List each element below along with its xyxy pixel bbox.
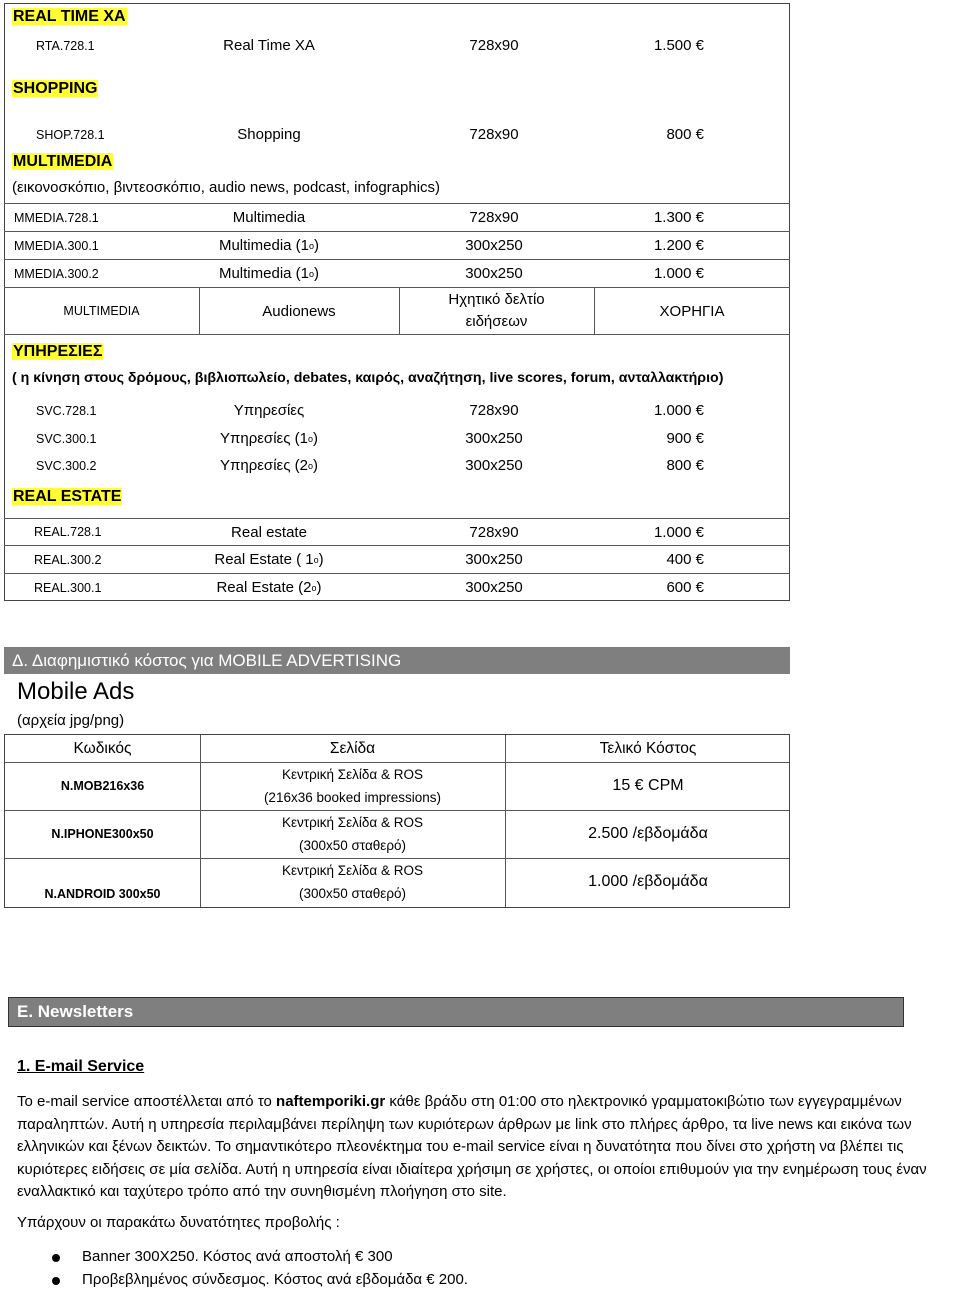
currency-sign: € xyxy=(695,37,704,54)
row-name: Real Estate (2 xyxy=(216,579,312,596)
row-size: 728x90 xyxy=(469,37,519,54)
row-size: 300x250 xyxy=(465,457,523,474)
row-code: RTA.728.1 xyxy=(36,38,95,53)
table-row xyxy=(4,426,790,451)
ordinal-sup: ο xyxy=(309,240,315,251)
row-price: ΧΟΡΗΓΙΑ xyxy=(659,302,725,320)
row-price: 1.000 xyxy=(653,523,692,541)
bullet-icon xyxy=(52,1254,60,1262)
row-size: 300x250 xyxy=(465,551,523,568)
row-name: Υπηρεσίες xyxy=(233,402,305,419)
row-name-end: ) xyxy=(314,265,320,282)
section-title-realestate: REAL ESTATE xyxy=(13,488,122,505)
row-name-end: ) xyxy=(312,430,318,447)
header-code: Κωδικός xyxy=(73,739,132,757)
ordinal-sup: ο xyxy=(309,268,315,279)
row-name-end: ) xyxy=(312,457,318,474)
row-code: MMEDIA.300.2 xyxy=(14,266,99,281)
currency-sign: € xyxy=(695,523,704,541)
row-name: Real Time XA xyxy=(223,37,315,54)
mobile-page-line1: Κεντρική Σελίδα & ROS xyxy=(282,767,423,782)
email-service-paragraph xyxy=(17,1091,957,1204)
header-page: Σελίδα xyxy=(329,739,376,757)
table-row xyxy=(4,122,790,147)
row-size-line1: Ηχητικό δελτίο xyxy=(448,291,545,308)
row-price: 1.000 xyxy=(653,265,692,282)
mobile-page-line2: (300x50 σταθερό) xyxy=(298,838,407,853)
section-title-shopping: SHOPPING xyxy=(13,80,98,97)
table-row xyxy=(4,453,790,478)
mobile-page-line2: (300x50 σταθερό) xyxy=(298,886,407,901)
mobile-code: N.IPHONE300x50 xyxy=(51,827,154,841)
row-size: 300x250 xyxy=(465,265,523,282)
mobile-heading: Δ. Διαφημιστικό κόστος για MOBILE ADVERTISING xyxy=(4,647,790,674)
table-row xyxy=(4,398,790,423)
row-name-end: ) xyxy=(314,237,320,254)
currency-sign: € xyxy=(695,126,704,143)
list-item-text: Banner 300X250. Κόστος ανά αποστολή € 300 xyxy=(82,1248,393,1265)
row-size: 300x250 xyxy=(465,430,523,447)
table-row-audionews xyxy=(4,287,790,335)
table-row xyxy=(4,573,790,601)
row-name-end: ) xyxy=(318,551,324,568)
row-code: SHOP.728.1 xyxy=(36,127,105,142)
mobile-cost: 1.000 /εβδομάδα xyxy=(588,873,708,890)
table-row xyxy=(4,33,790,58)
mobile-page-line1: Κεντρική Σελίδα & ROS xyxy=(282,815,423,830)
mobile-ads-table xyxy=(4,734,790,908)
currency-sign: € xyxy=(695,551,704,568)
row-size: 728x90 xyxy=(469,402,519,419)
row-price: 600 xyxy=(666,579,692,596)
section-subtitle-multimedia: (εικονοσκόπιο, βιντεοσκόπιο, audio news, podcast, infographics) xyxy=(12,179,441,196)
mobile-code: N.ANDROID 300x50 xyxy=(44,887,161,901)
table-row xyxy=(4,259,790,287)
row-name: Shopping xyxy=(237,126,301,143)
mobile-title: Mobile Ads xyxy=(17,678,135,705)
mobile-cost: 2.500 /εβδομάδα xyxy=(588,825,708,842)
row-size: 728x90 xyxy=(469,523,519,541)
ordinal-sup: ο xyxy=(311,582,317,593)
row-code: REAL.300.1 xyxy=(34,580,102,595)
table-row xyxy=(4,545,790,573)
row-name: Υπηρεσίες (2 xyxy=(220,457,308,474)
row-size: 300x250 xyxy=(465,237,523,254)
row-price: 800 xyxy=(666,457,692,474)
mobile-cost: 15 € CPM xyxy=(612,777,684,794)
para-text: To e-mail service αποστέλλεται από το xyxy=(17,1093,277,1110)
currency-sign: € xyxy=(695,402,704,419)
row-name: Multimedia xyxy=(232,209,306,226)
table-row xyxy=(4,518,790,545)
row-price: 800 xyxy=(666,126,692,143)
site-name: naftemporiki.gr xyxy=(276,1093,386,1110)
mobile-page-line1: Κεντρική Σελίδα & ROS xyxy=(282,863,423,878)
bullet-icon xyxy=(52,1277,60,1285)
row-code: REAL.300.2 xyxy=(34,552,102,567)
row-price: 900 xyxy=(666,430,692,447)
row-code: MULTIMEDIA xyxy=(63,304,140,318)
row-size: 300x250 xyxy=(465,579,523,596)
row-name: Υπηρεσίες (1 xyxy=(220,430,308,447)
row-price: 1.500 xyxy=(653,37,692,54)
currency-sign: € xyxy=(695,430,704,447)
section-title-realtime: REAL TIME XA xyxy=(13,8,126,25)
ordinal-sup: ο xyxy=(307,460,313,471)
options-intro: Υπάρχουν οι παρακάτω δυνατότητες προβολής : xyxy=(17,1214,340,1231)
row-code: REAL.728.1 xyxy=(34,525,102,539)
row-code: SVC.728.1 xyxy=(36,403,97,418)
row-size: 728x90 xyxy=(469,126,519,143)
row-price: 1.300 xyxy=(653,209,692,226)
row-code: MMEDIA.728.1 xyxy=(14,210,99,225)
row-code: MMEDIA.300.1 xyxy=(14,238,99,253)
table-row xyxy=(4,231,790,259)
row-size: 728x90 xyxy=(469,209,519,226)
para-text: κάθε βράδυ στη 01:00 στο ηλεκτρονικό γραμματοκιβώτιο των εγγεγραμμένων παραληπτών. Αυτή η υπηρεσία περιλαμβάνει περίληψη των κυριότερων άρθρων με link στο πλήρες άρθρο, τα live news και εικόνα των ελληνικών και ξένων δεικτών. Το σημαντικότερο πλεονέκτημα του e-mail service είναι η δυνατότητα που δίνει στο χρήστη να βλέπει τις κυριότερες ειδήσεις σε μία σελίδα. Αυτή η υπηρεσία είναι ιδιαίτερα χρήσιμη σε χρήστες, οι οποίοι επιθυμούν για την ενημέρωση τους έναν εναλλακτικό και ταχύτερο τρόπο από την συνηθισμένη πλοήγηση στο site. xyxy=(17,1093,927,1201)
ordinal-sup: ο xyxy=(313,554,319,565)
mobile-page-line2: (216x36 booked impressions) xyxy=(263,790,442,805)
row-name: Real Estate ( 1 xyxy=(214,551,314,568)
ordinal-sup: ο xyxy=(307,433,313,444)
mobile-subtitle: (αρχεία jpg/png) xyxy=(17,712,125,729)
mobile-code: N.MOB216x36 xyxy=(60,779,145,793)
row-price: 1.000 xyxy=(653,402,692,419)
row-name: Real estate xyxy=(231,523,307,541)
row-name: Audionews xyxy=(262,302,336,320)
section-title-multimedia: MULTIMEDIA xyxy=(13,153,113,170)
currency-sign: € xyxy=(695,265,704,282)
currency-sign: € xyxy=(695,579,704,596)
table-row xyxy=(4,203,790,231)
row-name: Multimedia (1 xyxy=(218,265,309,282)
currency-sign: € xyxy=(695,457,704,474)
newsletters-heading: E. Newsletters xyxy=(8,997,904,1027)
section-title-services: ΥΠΗΡΕΣΙΕΣ xyxy=(13,343,103,360)
header-cost: Τελικό Κόστος xyxy=(599,739,697,757)
row-name: Multimedia (1 xyxy=(218,237,309,254)
currency-sign: € xyxy=(695,209,704,226)
row-price: 1.200 xyxy=(653,237,692,254)
list-item-text: Προβεβλημένος σύνδεσμος. Κόστος ανά εβδομάδα € 200. xyxy=(82,1271,468,1288)
row-size-line2: ειδήσεων xyxy=(465,313,528,330)
email-service-title: 1. E-mail Service xyxy=(17,1058,145,1075)
row-code: SVC.300.1 xyxy=(36,431,97,446)
row-code: SVC.300.2 xyxy=(36,458,97,473)
section-subtitle-services: ( η κίνηση στους δρόμους, βιβλιοπωλείο, debates, καιρός, αναζήτηση, live scores, forum, ανταλλακτήριο) xyxy=(12,370,724,386)
row-name-end: ) xyxy=(316,579,322,596)
currency-sign: € xyxy=(695,237,704,254)
row-price: 400 xyxy=(666,551,692,568)
